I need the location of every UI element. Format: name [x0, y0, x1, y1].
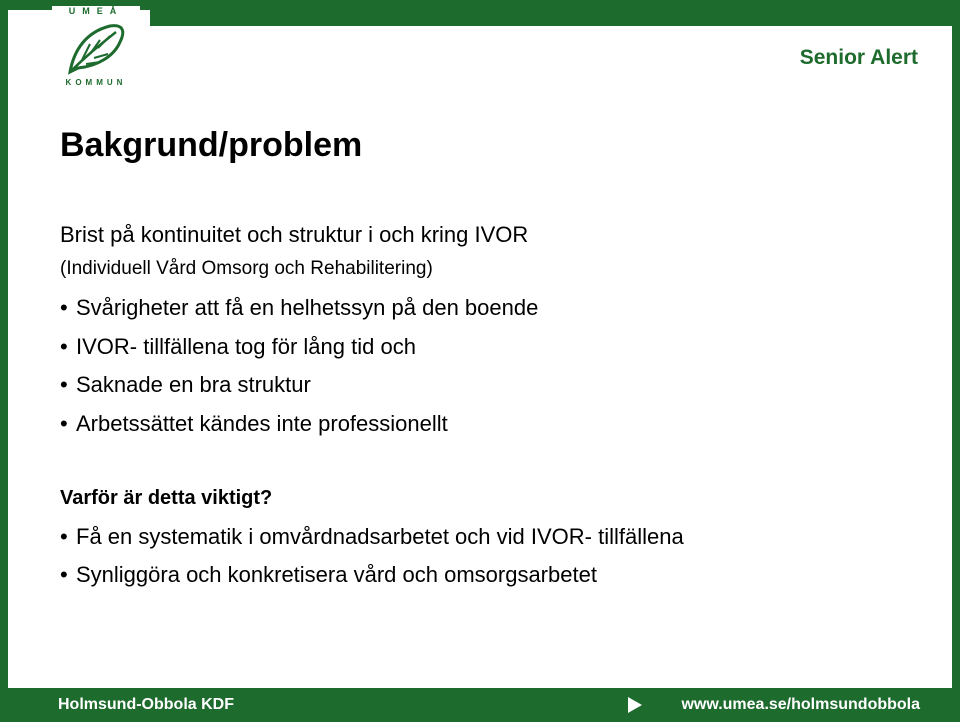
footer-website-link[interactable]: www.umea.se/holmsundobbola: [681, 696, 920, 713]
problem-item: • IVOR- tillfällena tog för lång tid och: [60, 328, 538, 367]
footer-org-name: Holmsund-Obbola KDF: [58, 696, 234, 713]
reason-item: • Synliggöra och konkretisera vård och omsorgsarbetet: [60, 556, 684, 594]
problem-item: • Saknade en bra struktur: [60, 366, 538, 405]
brand-title: Senior Alert: [799, 46, 918, 69]
intro-line-1: Brist på kontinuitet och struktur i och kring IVOR: [60, 222, 529, 247]
logo-bottom-text: KOMMUN: [65, 78, 127, 87]
reason-item: • Få en systematik i omvårdnadsarbetet och vid IVOR- tillfällena: [60, 518, 684, 556]
slide-title: Bakgrund/problem: [60, 126, 363, 164]
header-band: [150, 10, 952, 26]
problem-item: • Arbetssättet kändes inte professionellt: [60, 405, 538, 444]
arrow-right-icon: [628, 697, 642, 713]
intro-line-2: (Individuell Vård Omsorg och Rehabilitering): [60, 258, 433, 279]
footer-bar: [0, 688, 960, 722]
right-frame-bar: [952, 0, 960, 722]
problem-list: [60, 289, 538, 443]
left-frame-bar: [0, 0, 8, 722]
leaf-icon: [64, 20, 128, 78]
reason-list: [60, 518, 684, 594]
logo-top-text: UMEÅ: [68, 6, 124, 16]
umea-kommun-logo: [52, 6, 140, 90]
problem-item: • Svårigheter att få en helhetssyn på den boende: [60, 289, 538, 328]
why-heading: Varför är detta viktigt?: [60, 487, 273, 509]
top-frame-bar: [0, 0, 960, 10]
